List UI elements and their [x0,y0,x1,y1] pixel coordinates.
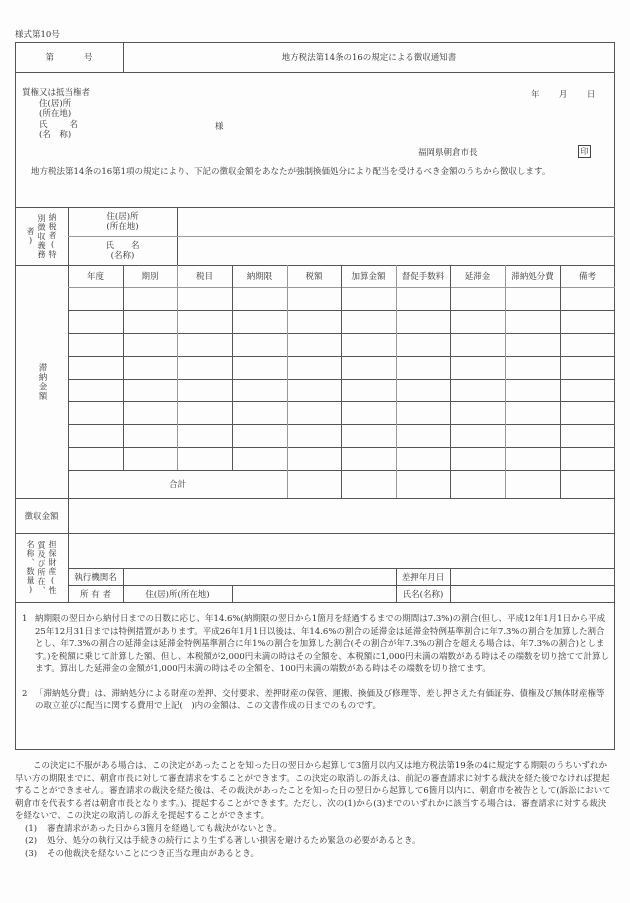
table-cell[interactable] [124,448,176,469]
table-cell[interactable] [561,402,614,423]
table-cell[interactable] [397,402,449,423]
owner-name-label: 氏名(名称) [402,589,444,600]
notes [22,613,610,713]
seizure-date-label: 差押年月日 [401,572,445,583]
table-cell[interactable] [233,357,286,378]
note-number: 1 [22,614,28,624]
column-header: 加算金額 [351,272,386,282]
table-cell[interactable] [233,311,286,332]
addressee-name-sub: (名 称) [39,130,72,140]
table-cell[interactable] [451,425,504,446]
table-cell[interactable] [233,334,286,355]
appeal-item [15,848,613,861]
addressee-address-label: 住(居)所 [39,98,72,109]
table-cell[interactable] [397,357,449,378]
table-cell[interactable] [397,334,449,355]
taxpayer-address-label [68,207,177,236]
table-cell[interactable] [451,334,504,355]
table-cell[interactable] [69,402,122,423]
table-cell[interactable] [451,380,504,401]
appeal-item-text: その他裁決を経ないことにつき正当な理由があるとき。 [47,848,259,859]
collateral-description-field[interactable] [69,534,614,567]
note-item [22,688,610,713]
table-cell[interactable] [233,425,286,446]
arrears-label-text: 滞納金額 [37,362,47,401]
table-cell[interactable] [69,357,122,378]
table-cell[interactable] [506,425,559,446]
table-cell[interactable] [69,288,122,309]
table-cell[interactable] [342,402,395,423]
issue-date [531,88,595,100]
seizure-date-field[interactable] [451,569,614,585]
divider [15,72,615,73]
collateral-label-text: 担保財産(性質及び所在、名称、数量) [26,540,57,595]
table-cell[interactable] [178,425,231,446]
table-cell[interactable] [178,288,231,309]
total-cell[interactable] [451,471,504,497]
collection-amount-field[interactable] [69,499,614,533]
addressee-role: 質権又は抵当権者 [22,88,91,98]
column-header: 年度 [86,272,104,282]
owner-address-field[interactable] [233,586,396,602]
appeal-item-number: (3) [25,848,38,859]
agency-field[interactable] [124,569,396,585]
table-cell[interactable] [561,380,614,401]
column-header: 税額 [305,272,323,282]
seal-icon: 印 [578,145,591,158]
table-cell[interactable] [561,334,614,355]
appeal-item-number: (1) [25,823,38,834]
column-header: 督促手数料 [401,272,445,282]
table-cell[interactable] [124,311,176,332]
appeal-item-text: 処分、処分の執行又は手続きの続行により生ずる著しい損害を避けるため緊急の必要があるとき。 [47,836,421,846]
form-number: 様式第10号 [15,30,60,40]
addressee-address-sub: (所在地) [39,109,72,119]
table-cell[interactable] [178,448,231,469]
total-cell[interactable] [397,471,449,497]
date-month: 月 [558,90,568,100]
table-cell[interactable] [69,334,122,355]
table-cell[interactable] [506,334,559,355]
table-cell[interactable] [69,380,122,401]
table-cell[interactable] [342,425,395,446]
taxpayer-name-field[interactable] [178,237,614,265]
appeal-item-number: (2) [25,836,38,846]
intro-text: 地方税法第14条の16第1項の規定により、下記の徴収金額をあなたが強制換価処分により配当を受けるべき金額のうちから徴収します。 [31,167,551,177]
taxpayer-name-label [68,236,177,265]
table-cell[interactable] [561,288,614,309]
owner-address-label: 住(居)所(所在地) [145,589,210,600]
table-cell[interactable] [178,402,231,423]
table-cell[interactable] [561,357,614,378]
taxpayer-address-main: 住(居)所 [106,211,139,222]
owner-name-field[interactable] [451,586,614,602]
honorific: 様 [215,122,224,132]
addressee-name-label [22,120,90,131]
table-cell[interactable] [124,425,176,446]
date-day: 日 [586,90,596,100]
table-cell[interactable] [233,448,286,469]
table-cell[interactable] [506,288,559,309]
name-label-2: 名 [69,119,79,130]
table-cell[interactable] [178,311,231,332]
date-year: 年 [531,90,540,100]
note-number: 2 [22,688,28,699]
table-cell[interactable] [342,334,395,355]
table-cell[interactable] [561,448,614,469]
divider [15,602,615,603]
table-cell[interactable] [506,402,559,423]
table-cell[interactable] [288,357,340,378]
table-cell[interactable] [397,380,449,401]
appeal-text: この決定に不服がある場合は、この決定があったことを知った日の翌日から起算して3箇月以内又は地方税法第19条の4に規定する期限のうちいずれか早い方の期限までに、朝倉市長に対して審査請求をすることができます。この決定の取消しの訴えは、前記の審査請求に対する裁決を経た後でなければ提起することができません。審査請求の裁決を経た後は、その裁決があったことを知った日の翌日から起算して6箇月以内に、朝倉市を被告として(訴訟において朝倉市を代表する者は朝倉市長となります。)、提起することができます。ただし、次の(1)から(3)までのいずれかに該当する場合は、審査請求に対する裁決を経ないで、この決定の取消しの訴えを提起することができます。 [15,761,611,821]
table-cell[interactable] [451,448,504,469]
table-cell[interactable] [124,334,176,355]
issuer-name: 福岡県朝倉市長 [418,148,478,158]
table-cell[interactable] [178,380,231,401]
table-cell[interactable] [69,448,122,469]
owner-label: 所 有 者 [80,589,111,600]
note-text: 納期限の翌日から納付日までの日数に応じ、年14.6%(納期限の翌日から1箇月を経過するまでの期間は7.3%)の割合(但し、平成12年1月1日から平成25年12月31日までは特例措置があります。平成26年1月1日以後は、年14.6%の割合の延滞金は延滞金特例基準割合に年7.3%の割合を加算した割合とし、年7.3%の割合の延滞金は延滞金特例基準割合に年1%の割合を加算した割合(その割合が年7.3%の割合を超える場合は、年7.3%の割合)とします。)を税額に乗じて計算した額、但し、本税額が2,000円未満の時はその全額を、本税額に1,000円未満の端数がある時はその端数を切り捨てて計算します。算出した延滞金の金額が1,000円未満の時はその全額を、100円未満の端数がある時はその端数を切り捨てます。 [35,614,610,674]
table-cell[interactable] [342,311,395,332]
column-header: 税目 [195,272,213,282]
appeal-item-text: 審査請求があった日から3箇月を経過しても裁決がないとき。 [47,823,282,834]
column-header: 延滞金 [464,272,491,282]
document-number [15,42,123,72]
total-label: 合計 [168,480,186,490]
table-cell[interactable] [288,288,340,309]
total-cell[interactable] [288,471,340,497]
table-cell[interactable] [506,448,559,469]
table-cell[interactable] [561,311,614,332]
table-cell[interactable] [397,448,449,469]
column-header: 納期限 [246,272,273,282]
table-cell[interactable] [233,402,286,423]
agency-label: 執行機関名 [74,572,117,583]
table-cell[interactable] [506,380,559,401]
number-go: 号 [84,53,93,63]
table-cell[interactable] [124,288,176,309]
total-cell[interactable] [561,471,614,497]
table-cell[interactable] [342,288,395,309]
document-title: 地方税法第14条の16の規定による徴収通知書 [281,53,457,63]
table-cell[interactable] [451,357,504,378]
total-cell[interactable] [506,471,559,497]
taxpayer-address-field[interactable] [178,208,614,236]
table-cell[interactable] [397,288,449,309]
table-cell[interactable] [288,311,340,332]
table-cell[interactable] [397,425,449,446]
appeal-item [15,835,613,848]
table-cell[interactable] [69,425,122,446]
table-cell[interactable] [124,380,176,401]
table-cell[interactable] [233,380,286,401]
note-item [22,613,610,676]
table-cell[interactable] [178,357,231,378]
table-cell[interactable] [506,357,559,378]
column-header: 滞納処分費 [511,272,554,282]
column-header: 備考 [578,272,596,282]
collection-amount-label: 徴収金額 [24,511,59,522]
table-cell[interactable] [561,425,614,446]
table-cell[interactable] [342,380,395,401]
table-cell[interactable] [506,311,559,332]
number-dai: 第 [45,53,54,63]
taxpayer-name-main: 氏 名 [105,240,140,251]
table-cell[interactable] [451,288,504,309]
addressee-block [22,88,90,141]
table-cell[interactable] [288,334,340,355]
table-cell[interactable] [178,334,231,355]
table-cell[interactable] [451,402,504,423]
note-text: 「滞納処分費」は、滞納処分による財産の差押、交付要求、差押財産の保管、運搬、換価及び修理等、差し押さえた有価証券、債権及び無体財産権等の取立並びに配当に関する費用で上記( )内の金額は、この文書作成の日までのものです。 [35,688,605,711]
arrears-label [15,265,68,498]
total-cell[interactable] [342,471,395,497]
table-cell[interactable] [397,311,449,332]
table-cell[interactable] [288,425,340,446]
taxpayer-name-sub: (名称) [110,250,135,261]
table-cell[interactable] [342,357,395,378]
taxpayer-address-sub: (所在地) [106,221,139,232]
table-cell[interactable] [233,288,286,309]
taxpayer-label [15,207,68,265]
name-label-1: 氏 [39,119,48,130]
table-cell[interactable] [124,357,176,378]
appeal-item [15,823,613,836]
table-cell[interactable] [288,402,340,423]
table-cell[interactable] [288,448,340,469]
table-cell[interactable] [124,402,176,423]
column-header: 期別 [141,272,159,282]
table-cell[interactable] [69,311,122,332]
appeal-notice [15,760,613,860]
table-cell[interactable] [342,448,395,469]
collateral-label [15,533,68,602]
table-cell[interactable] [288,380,340,401]
taxpayer-label-text: 納税者(特別徴収義務者) [26,213,57,259]
table-cell[interactable] [451,311,504,332]
